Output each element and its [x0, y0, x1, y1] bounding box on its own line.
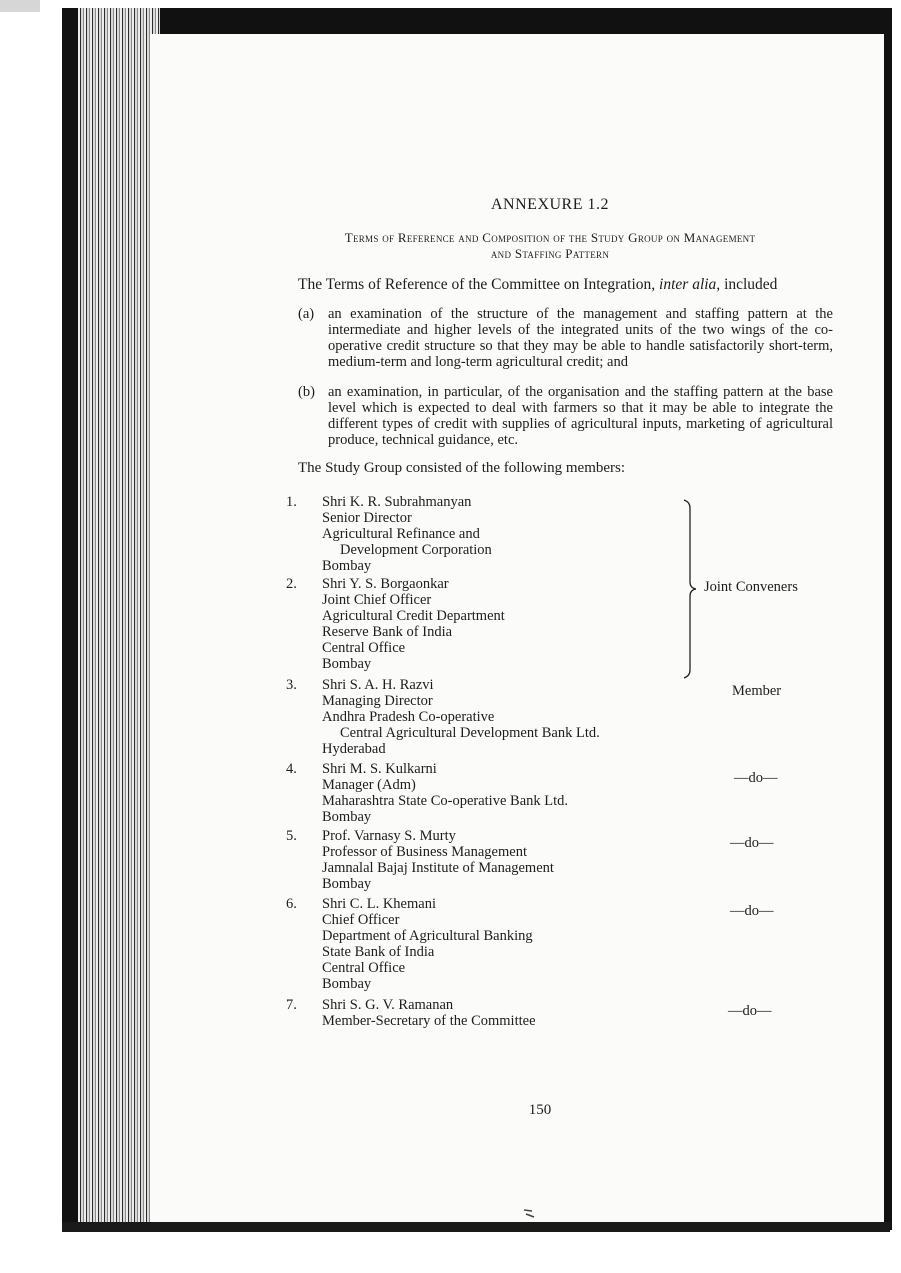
member-role: —do— — [734, 770, 778, 786]
member-details — [322, 677, 600, 757]
member-city: Hyderabad — [322, 741, 386, 757]
member-role: —do— — [728, 1003, 772, 1019]
member-details — [322, 828, 554, 892]
member-designation: Joint Chief Officer — [322, 592, 432, 608]
member-city: Bombay — [322, 656, 372, 672]
member-organisation: Central Agricultural Development Bank Ltd. — [340, 725, 600, 741]
member-number: 1. — [286, 494, 297, 510]
member-designation: Professor of Business Management — [322, 844, 527, 860]
clause-text: an examination, in particular, of the organisation and the staffing pattern at the base level which is expected to deal with farmers so that it may be able to integrate the different types of credit with supplies of agricultural inputs, marketing of agricultural produce, technical guidance, etc. — [328, 384, 833, 448]
member-city: Bombay — [322, 809, 372, 825]
member-role: Member — [732, 683, 782, 699]
annexure-title: ANNEXURE 1.2 — [491, 196, 609, 213]
intro-text: The Terms of Reference of the Committee on Integration, — [298, 276, 656, 293]
member-number: 6. — [286, 896, 297, 912]
member-details — [322, 896, 533, 992]
member-number: 7. — [286, 997, 297, 1013]
intro-italic: inter alia, — [659, 276, 721, 293]
joint-conveners-brace — [676, 496, 696, 682]
member-organisation: Andhra Pradesh Co-operative — [322, 709, 495, 725]
joint-conveners-role: Joint Conveners — [704, 579, 798, 595]
clause-label: (b) — [298, 384, 315, 400]
page-number: 150 — [528, 1102, 552, 1118]
member-office: Central Office — [322, 960, 406, 976]
member-number: 3. — [286, 677, 297, 693]
member-details — [322, 997, 536, 1029]
intro-text-end: included — [724, 276, 778, 293]
member-organisation: Reserve Bank of India — [322, 624, 453, 640]
member-city: Bombay — [322, 876, 372, 892]
member-details — [322, 576, 505, 672]
member-details — [322, 761, 568, 825]
clause-b — [298, 384, 838, 454]
member-city: Bombay — [322, 976, 372, 992]
member-number: 5. — [286, 828, 297, 844]
member-name: Prof. Varnasy S. Murty — [322, 828, 456, 844]
member-name: Shri S. A. H. Razvi — [322, 677, 434, 693]
clause-text: an examination of the structure of the management and staffing pattern at the intermediate and higher levels of the integrated units of the two wings of the co-operative credit structure so that they may be able to handle satisfactorily short-term, medium-term and long-term agricultural credit; and — [328, 306, 833, 370]
member-role: —do— — [730, 903, 774, 919]
member-designation: Member-Secretary of the Committee — [322, 1013, 536, 1029]
member-organisation: Maharashtra State Co-operative Bank Ltd. — [322, 793, 569, 809]
member-designation: Managing Director — [322, 693, 433, 709]
terms-intro — [298, 276, 838, 294]
member-number: 4. — [286, 761, 297, 777]
member-office: Central Office — [322, 640, 406, 656]
scan-specks — [500, 1206, 540, 1226]
member-designation: Chief Officer — [322, 912, 400, 928]
member-name: Shri K. R. Subrahmanyan — [322, 494, 472, 510]
member-organisation: Agricultural Refinance and — [322, 526, 480, 542]
member-number: 2. — [286, 576, 297, 592]
member-organisation: State Bank of India — [322, 944, 435, 960]
members-intro: The Study Group consisted of the following members: — [298, 460, 626, 476]
clause-label: (a) — [298, 306, 315, 322]
member-name: Shri M. S. Kulkarni — [322, 761, 437, 777]
member-organisation: Agricultural Credit Department — [322, 608, 505, 624]
member-organisation: Development Corporation — [340, 542, 492, 558]
member-designation: Manager (Adm) — [322, 777, 416, 793]
member-designation: Senior Director — [322, 510, 412, 526]
subtitle-line-2: and Staffing Pattern — [490, 246, 610, 261]
member-organisation: Department of Agricultural Banking — [322, 928, 533, 944]
member-organisation: Jamnalal Bajaj Institute of Management — [322, 860, 554, 876]
member-name: Shri C. L. Khemani — [322, 896, 436, 912]
member-city: Bombay — [322, 558, 372, 574]
member-role: —do— — [730, 835, 774, 851]
member-name: Shri S. G. V. Ramanan — [322, 997, 454, 1013]
member-details — [322, 494, 492, 574]
subtitle-line-1: Terms of Reference and Composition of the Study Group on Management — [344, 230, 756, 245]
clause-a — [298, 306, 838, 386]
member-name: Shri Y. S. Borgaonkar — [322, 576, 449, 592]
annexure-subtitle — [252, 230, 848, 262]
